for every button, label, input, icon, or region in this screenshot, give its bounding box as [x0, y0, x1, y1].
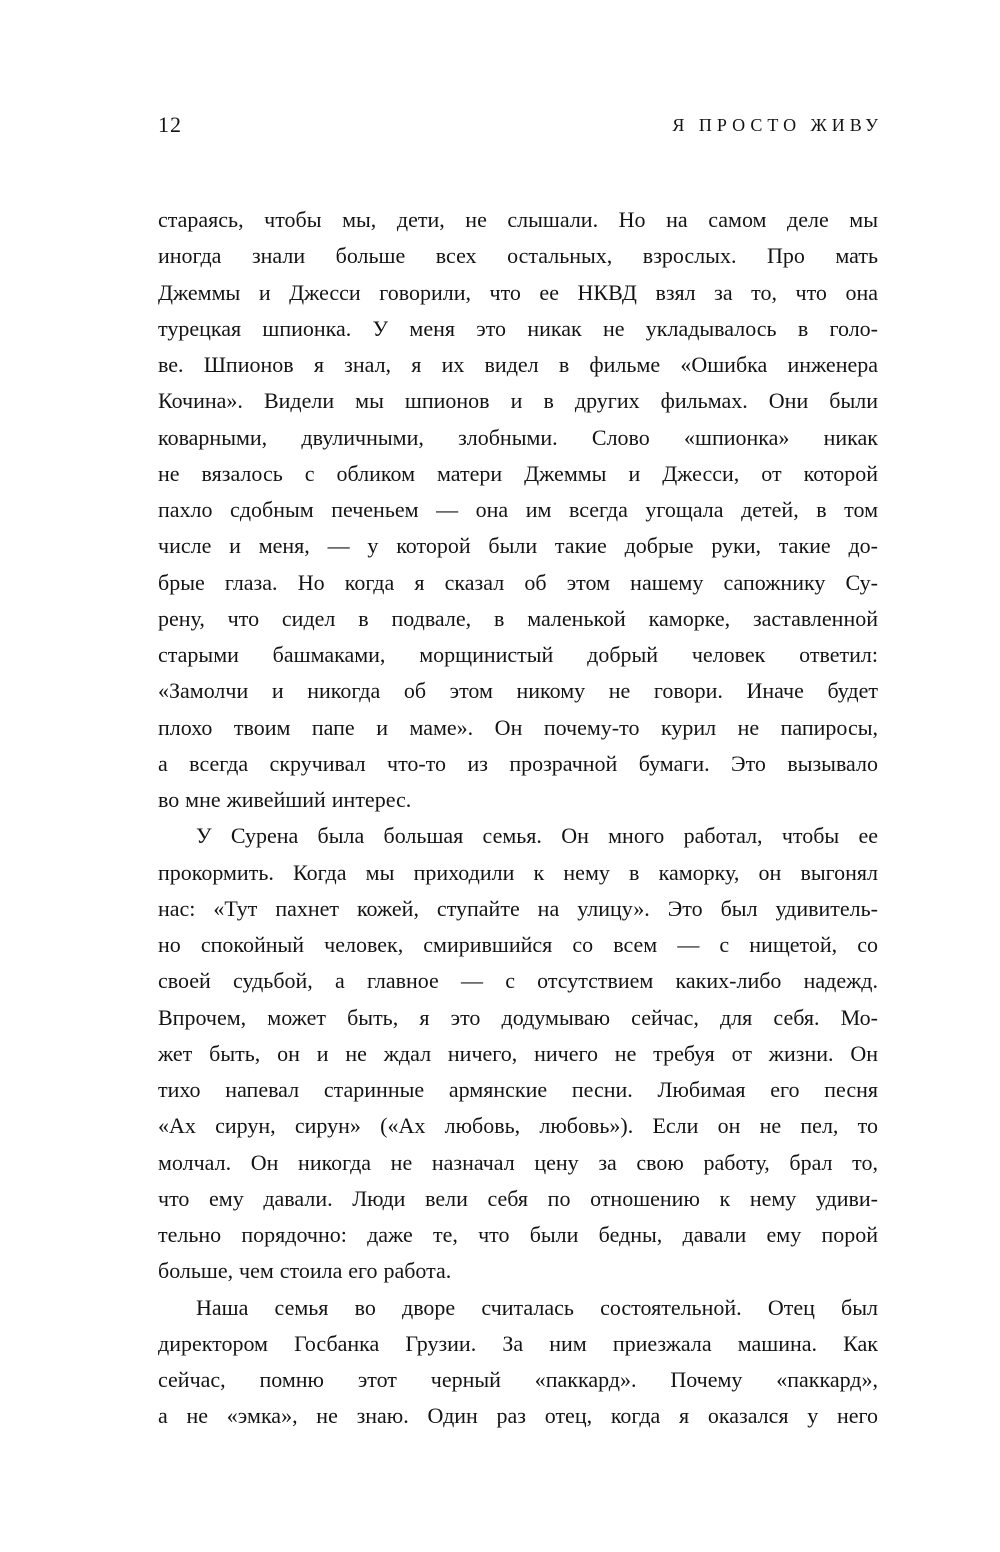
text-line: не вязалось с обликом матери Джеммы и Джесси, от которой	[158, 460, 878, 486]
text-line: тихо напевал старинные армянские песни. Любимая его песня	[158, 1077, 878, 1102]
text-line: прокормить. Когда мы приходили к нему в каморку, он выгонял	[158, 859, 878, 885]
text-line: а всегда скручивал что-то из прозрачной бумаги. Это вызывало	[158, 750, 878, 776]
text-line: турецкая шпионка. У меня это никак не укладывалось в голо-	[158, 315, 878, 341]
text-line: У Сурена была большая семья. Он много работал, чтобы ее	[196, 823, 878, 849]
text-line: рену, что сидел в подвале, в маленькой каморке, заставленной	[158, 605, 878, 631]
text-line: Джеммы и Джесси говорили, что ее НКВД взял за то, что она	[158, 279, 878, 305]
text-line: больше, чем стоила его работа.	[158, 1258, 452, 1284]
text-line: брые глаза. Но когда я сказал об этом нашему сапожнику Су-	[158, 569, 878, 595]
text-line: молчал. Он никогда не назначал цену за свою работу, брал то,	[158, 1149, 878, 1175]
text-line: пахло сдобным печеньем — она им всегда угощала детей, в том	[158, 497, 878, 522]
text-line: нас: «Тут пахнет кожей, ступайте на улицу». Это был удивитель-	[158, 895, 878, 921]
text-line: жет быть, он и не ждал ничего, ничего не требуя от жизни. Он	[158, 1040, 878, 1066]
text-line: Наша семья во дворе считалась состоятельной. Отец был	[196, 1294, 878, 1320]
text-line: Впрочем, может быть, я это додумываю сейчас, для себя. Мо-	[158, 1004, 878, 1030]
text-line: «Ах сирун, сирун» («Ах любовь, любовь»). Если он не пел, то	[158, 1113, 878, 1139]
text-line: но спокойный человек, смирившийся со всем — с нищетой, со	[158, 932, 878, 957]
text-line: во мне живейший интерес.	[158, 787, 412, 812]
text-line: ве. Шпионов я знал, я их видел в фильме «Ошибка инженера	[158, 352, 878, 377]
page-number: 12	[158, 112, 182, 137]
text-line: сейчас, помню этот черный «паккард». Почему «паккард»,	[158, 1367, 878, 1392]
running-title: Я ПРОСТО ЖИВУ	[672, 115, 883, 135]
text-line: «Замолчи и никогда об этом никому не говори. Иначе будет	[158, 678, 878, 704]
text-line: директором Госбанка Грузии. За ним приезжала машина. Как	[158, 1330, 878, 1356]
body-text	[158, 202, 878, 1435]
text-line: старыми башмаками, морщинистый добрый человек ответил:	[158, 642, 878, 667]
text-line: своей судьбой, а главное — с отсутствием каких-либо надежд.	[158, 968, 878, 994]
text-line: иногда знали больше всех остальных, взрослых. Про мать	[158, 243, 878, 269]
text-line: тельно порядочно: даже те, что были бедны, давали ему порой	[158, 1222, 878, 1247]
text-line: Кочина». Видели мы шпионов и в других фильмах. Они были	[158, 388, 878, 414]
text-line: числе и меня, — у которой были такие добрые руки, такие до-	[158, 533, 878, 559]
running-header	[158, 110, 883, 140]
text-line: коварными, двуличными, злобными. Слово «шпионка» никак	[158, 424, 878, 450]
text-line: что ему давали. Люди вели себя по отношению к нему удиви-	[158, 1185, 878, 1211]
text-line: стараясь, чтобы мы, дети, не слышали. Но на самом деле мы	[158, 207, 878, 232]
text-line: плохо твоим папе и маме». Он почему-то курил не папиросы,	[158, 714, 878, 740]
text-line: а не «эмка», не знаю. Один раз отец, когда я оказался у него	[158, 1403, 878, 1429]
